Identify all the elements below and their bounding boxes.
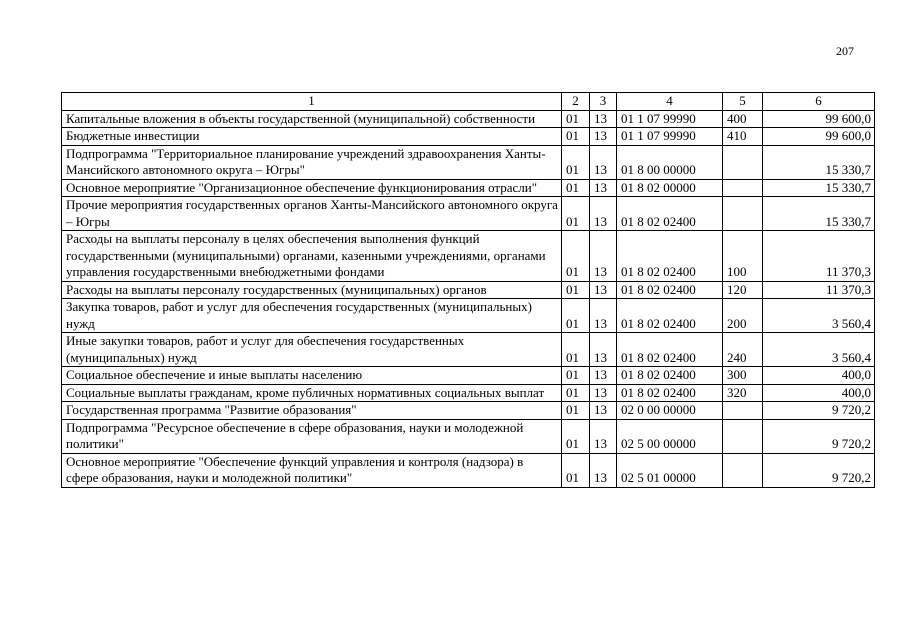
row-expense-type: 400 xyxy=(723,110,763,128)
row-name: Основное мероприятие "Организационное обеспечение функционирования отрасли" xyxy=(62,179,562,197)
row-expense-type: 200 xyxy=(723,299,763,333)
row-target-article: 01 8 02 02400 xyxy=(617,231,723,282)
page-number: 207 xyxy=(836,44,854,58)
row-section: 01 xyxy=(562,179,590,197)
row-section: 01 xyxy=(562,145,590,179)
row-name: Прочие мероприятия государственных органов Ханты-Мансийского автономного округа – Югры xyxy=(62,197,562,231)
column-header-section: 2 xyxy=(562,93,590,111)
row-subsection: 13 xyxy=(590,197,617,231)
row-amount: 99 600,0 xyxy=(763,128,875,146)
row-expense-type: 320 xyxy=(723,384,763,402)
row-target-article: 02 0 00 00000 xyxy=(617,402,723,420)
row-subsection: 13 xyxy=(590,333,617,367)
table-row xyxy=(62,367,875,385)
row-subsection: 13 xyxy=(590,453,617,487)
row-name: Иные закупки товаров, работ и услуг для обеспечения государственных (муниципальных) нужд xyxy=(62,333,562,367)
row-target-article: 01 1 07 99990 xyxy=(617,128,723,146)
table-header-row xyxy=(62,93,875,111)
row-amount: 11 370,3 xyxy=(763,231,875,282)
row-expense-type xyxy=(723,197,763,231)
row-subsection: 13 xyxy=(590,145,617,179)
table-row xyxy=(62,231,875,282)
row-name: Капитальные вложения в объекты государственной (муниципальной) собственности xyxy=(62,110,562,128)
table-row xyxy=(62,384,875,402)
row-expense-type xyxy=(723,179,763,197)
row-section: 01 xyxy=(562,333,590,367)
row-section: 01 xyxy=(562,402,590,420)
row-expense-type: 240 xyxy=(723,333,763,367)
row-amount: 15 330,7 xyxy=(763,145,875,179)
row-subsection: 13 xyxy=(590,384,617,402)
row-target-article: 02 5 01 00000 xyxy=(617,453,723,487)
row-amount: 15 330,7 xyxy=(763,179,875,197)
row-name: Основное мероприятие "Обеспечение функций управления и контроля (надзора) в сфере образования, науки и молодежной политики" xyxy=(62,453,562,487)
row-target-article: 01 8 02 02400 xyxy=(617,197,723,231)
column-header-target-article: 4 xyxy=(617,93,723,111)
row-section: 01 xyxy=(562,384,590,402)
row-subsection: 13 xyxy=(590,281,617,299)
row-name: Государственная программа "Развитие образования" xyxy=(62,402,562,420)
column-header-subsection: 3 xyxy=(590,93,617,111)
row-amount: 400,0 xyxy=(763,367,875,385)
row-amount: 3 560,4 xyxy=(763,299,875,333)
row-subsection: 13 xyxy=(590,179,617,197)
row-amount: 3 560,4 xyxy=(763,333,875,367)
row-amount: 9 720,2 xyxy=(763,419,875,453)
row-section: 01 xyxy=(562,110,590,128)
row-expense-type: 410 xyxy=(723,128,763,146)
row-subsection: 13 xyxy=(590,299,617,333)
row-target-article: 01 8 02 02400 xyxy=(617,281,723,299)
row-target-article: 01 8 02 02400 xyxy=(617,367,723,385)
table-row xyxy=(62,453,875,487)
row-section: 01 xyxy=(562,453,590,487)
row-subsection: 13 xyxy=(590,402,617,420)
row-expense-type: 300 xyxy=(723,367,763,385)
row-target-article: 01 8 02 00000 xyxy=(617,179,723,197)
row-name: Подпрограмма "Ресурсное обеспечение в сфере образования, науки и молодежной политики" xyxy=(62,419,562,453)
row-subsection: 13 xyxy=(590,419,617,453)
row-target-article: 01 8 02 02400 xyxy=(617,299,723,333)
row-subsection: 13 xyxy=(590,231,617,282)
column-header-expense-type: 5 xyxy=(723,93,763,111)
row-amount: 9 720,2 xyxy=(763,402,875,420)
row-subsection: 13 xyxy=(590,367,617,385)
table-row xyxy=(62,179,875,197)
row-section: 01 xyxy=(562,128,590,146)
row-expense-type: 100 xyxy=(723,231,763,282)
row-expense-type xyxy=(723,419,763,453)
row-target-article: 01 1 07 99990 xyxy=(617,110,723,128)
row-target-article: 01 8 02 02400 xyxy=(617,333,723,367)
row-target-article: 01 8 02 02400 xyxy=(617,384,723,402)
column-header-name: 1 xyxy=(62,93,562,111)
row-section: 01 xyxy=(562,197,590,231)
row-subsection: 13 xyxy=(590,110,617,128)
row-target-article: 02 5 00 00000 xyxy=(617,419,723,453)
row-name: Расходы на выплаты персоналу государственных (муниципальных) органов xyxy=(62,281,562,299)
table-row xyxy=(62,145,875,179)
budget-table xyxy=(61,92,875,488)
row-target-article: 01 8 00 00000 xyxy=(617,145,723,179)
table-row xyxy=(62,110,875,128)
table-row xyxy=(62,402,875,420)
table-row xyxy=(62,299,875,333)
row-name: Социальное обеспечение и иные выплаты населению xyxy=(62,367,562,385)
row-expense-type xyxy=(723,453,763,487)
row-name: Закупка товаров, работ и услуг для обеспечения государственных (муниципальных) нужд xyxy=(62,299,562,333)
column-header-amount: 6 xyxy=(763,93,875,111)
row-section: 01 xyxy=(562,231,590,282)
row-expense-type: 120 xyxy=(723,281,763,299)
row-section: 01 xyxy=(562,367,590,385)
row-amount: 15 330,7 xyxy=(763,197,875,231)
row-section: 01 xyxy=(562,281,590,299)
table-row xyxy=(62,333,875,367)
table-row xyxy=(62,281,875,299)
table-row xyxy=(62,197,875,231)
row-section: 01 xyxy=(562,419,590,453)
row-name: Социальные выплаты гражданам, кроме публичных нормативных социальных выплат xyxy=(62,384,562,402)
row-section: 01 xyxy=(562,299,590,333)
row-amount: 400,0 xyxy=(763,384,875,402)
row-expense-type xyxy=(723,402,763,420)
row-amount: 11 370,3 xyxy=(763,281,875,299)
row-name: Подпрограмма "Территориальное планирование учреждений здравоохранения Ханты-Мансийского автономного округа – Югры" xyxy=(62,145,562,179)
row-expense-type xyxy=(723,145,763,179)
row-amount: 99 600,0 xyxy=(763,110,875,128)
table-row xyxy=(62,128,875,146)
table-row xyxy=(62,419,875,453)
row-subsection: 13 xyxy=(590,128,617,146)
row-amount: 9 720,2 xyxy=(763,453,875,487)
row-name: Бюджетные инвестиции xyxy=(62,128,562,146)
row-name: Расходы на выплаты персоналу в целях обеспечения выполнения функций государственными (муниципальными) органами, казенными учреждениями, органами управления государственными внебюджетными фондами xyxy=(62,231,562,282)
